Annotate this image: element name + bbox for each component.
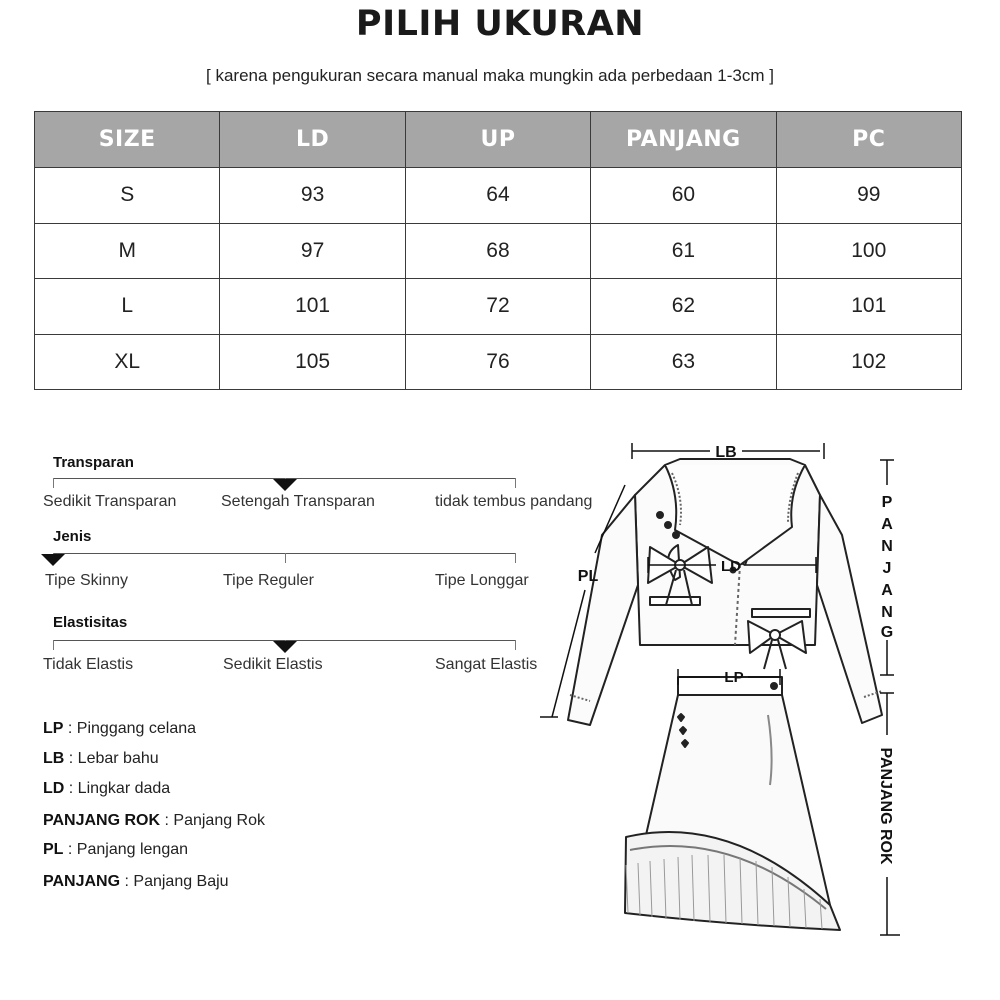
legend-item-panjang: PANJANG : Panjang Baju — [43, 873, 229, 890]
scale-option: Tipe Skinny — [45, 572, 128, 589]
scale-title-transparan: Transparan — [53, 454, 134, 471]
label-panjang-letter: A — [881, 582, 893, 599]
scale-option: Sedikit Elastis — [223, 656, 323, 673]
page-title: PILIH UKURAN — [355, 4, 645, 44]
scale-tick — [515, 553, 516, 563]
legend-item-panjang-rok: PANJANG ROK : Panjang Rok — [43, 812, 266, 829]
table-header-row — [35, 112, 962, 168]
scale-option: Setengah Transparan — [221, 493, 375, 510]
table-cell: 62 — [591, 279, 776, 335]
label-panjang-letter: P — [881, 494, 893, 511]
table-cell: 63 — [591, 334, 776, 390]
table-cell: 100 — [776, 223, 961, 279]
scale-title-elastisitas: Elastisitas — [53, 614, 128, 631]
table-cell: 61 — [591, 223, 776, 279]
table-cell: 101 — [776, 279, 961, 335]
table-cell: 97 — [220, 223, 405, 279]
label-panjang-letter: G — [880, 624, 894, 641]
table-cell: M — [35, 223, 220, 279]
table-cell: S — [35, 168, 220, 224]
selected-marker-icon — [273, 479, 297, 491]
legend-item-lb: LB : Lebar bahu — [43, 750, 159, 767]
page-subtitle: [ karena pengukuran secara manual maka mungkin ada perbedaan 1-3cm ] — [206, 66, 774, 85]
table-row — [35, 223, 962, 279]
label-lb: LB — [715, 444, 737, 461]
scale-option: tidak tembus pandang — [435, 493, 593, 510]
table-cell: XL — [35, 334, 220, 390]
table-cell: 72 — [405, 279, 590, 335]
table-row — [35, 168, 962, 224]
scale-tick — [515, 640, 516, 650]
label-panjang — [881, 494, 893, 641]
table-cell: 60 — [591, 168, 776, 224]
header-pc: PC — [776, 112, 961, 168]
table-row — [35, 334, 962, 390]
table-cell: L — [35, 279, 220, 335]
table-cell: 76 — [405, 334, 590, 390]
scale-option: Tipe Reguler — [223, 572, 315, 589]
label-panjang-rok: PANJANG ROK — [877, 747, 894, 865]
legend-item-lp: LP : Pinggang celana — [43, 720, 197, 737]
header-size: SIZE — [35, 112, 220, 168]
header-ld: LD — [220, 112, 405, 168]
scale-tick — [515, 478, 516, 488]
label-pl: PL — [577, 568, 599, 585]
table-row — [35, 279, 962, 335]
table-cell: 102 — [776, 334, 961, 390]
table-cell: 64 — [405, 168, 590, 224]
size-table — [34, 111, 962, 390]
scale-option: Sedikit Transparan — [43, 493, 177, 510]
selected-marker-icon — [41, 554, 65, 566]
table-cell: 68 — [405, 223, 590, 279]
scale-tick — [285, 553, 286, 563]
scale-option: Tidak Elastis — [43, 656, 134, 673]
table-cell: 101 — [220, 279, 405, 335]
scale-tick — [53, 640, 54, 650]
table-cell: 93 — [220, 168, 405, 224]
scale-option: Sangat Elastis — [435, 656, 538, 673]
garment-illustration — [530, 425, 1000, 945]
header-panjang: PANJANG — [591, 112, 776, 168]
header-up: UP — [405, 112, 590, 168]
scale-title-jenis: Jenis — [53, 528, 92, 545]
label-panjang-letter: A — [881, 516, 893, 533]
table-cell: 99 — [776, 168, 961, 224]
table-cell: 105 — [220, 334, 405, 390]
label-panjang-letter: N — [881, 604, 893, 621]
label-panjang-letter: N — [881, 538, 893, 555]
outfit-drawing — [530, 425, 1000, 945]
legend-item-ld: LD : Lingkar dada — [43, 780, 171, 797]
selected-marker-icon — [273, 641, 297, 653]
label-ld: LD — [721, 558, 741, 575]
label-panjang-letter: J — [882, 560, 892, 577]
legend-item-pl: PL : Panjang lengan — [43, 841, 189, 858]
label-lp: LP — [724, 669, 744, 686]
scale-option: Tipe Longgar — [435, 572, 529, 589]
scale-tick — [53, 478, 54, 488]
